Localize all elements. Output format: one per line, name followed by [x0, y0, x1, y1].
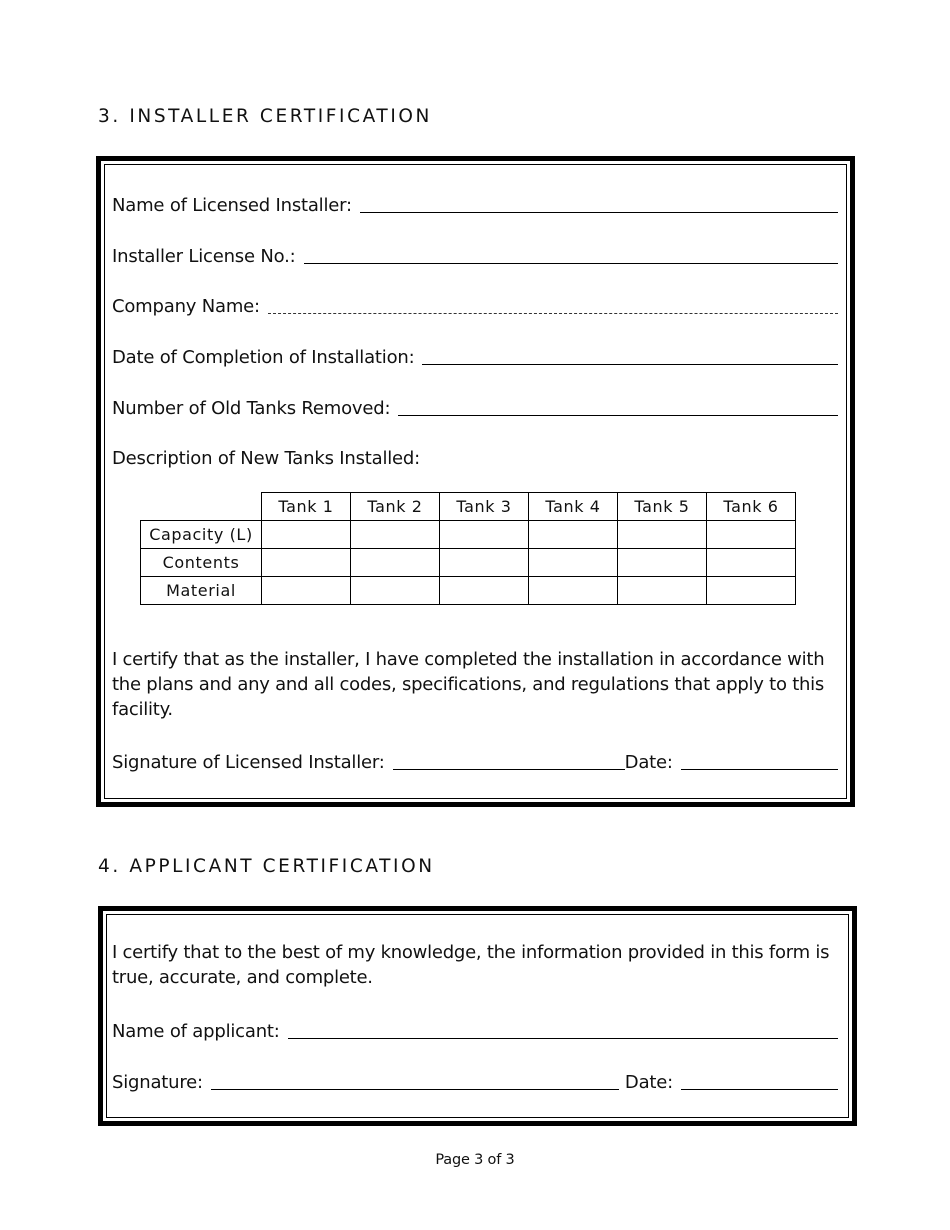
applicant-name-row — [112, 1016, 838, 1042]
table-row — [141, 521, 796, 549]
completion-date-row — [112, 342, 838, 368]
tank-cell[interactable] — [351, 521, 440, 549]
tank-table — [140, 492, 796, 605]
tank-cell[interactable] — [529, 549, 618, 577]
tank-cell[interactable] — [262, 549, 351, 577]
license-no-label: Installer License No.: — [112, 246, 296, 267]
applicant-signature-row — [112, 1067, 838, 1093]
applicant-name-label: Name of applicant: — [112, 1021, 280, 1042]
installer-certification-text: I certify that as the installer, I have completed the installation in accordance with the plans and any and all codes, specifications, and regulations that apply to this facility. — [112, 649, 825, 720]
section-4-heading: 4. APPLICANT CERTIFICATION — [98, 856, 435, 877]
table-row — [141, 577, 796, 605]
tank-cell[interactable] — [262, 577, 351, 605]
tank-cell[interactable] — [529, 521, 618, 549]
new-tanks-row — [112, 443, 838, 469]
tank-column-header: Tank 4 — [529, 493, 618, 521]
tank-row-label: Material — [141, 577, 262, 605]
company-name-label: Company Name: — [112, 296, 260, 317]
tank-cell[interactable] — [440, 549, 529, 577]
completion-date-field[interactable] — [422, 363, 838, 365]
installer-name-field[interactable] — [360, 211, 838, 213]
tank-cell[interactable] — [351, 577, 440, 605]
tank-column-header: Tank 5 — [618, 493, 707, 521]
installer-signature-row — [112, 747, 838, 773]
section-3-heading: 3. INSTALLER CERTIFICATION — [98, 106, 432, 127]
completion-date-label: Date of Completion of Installation: — [112, 347, 415, 368]
tank-row-label: Capacity (L) — [141, 521, 262, 549]
applicant-date-field[interactable] — [681, 1088, 838, 1090]
installer-name-label: Name of Licensed Installer: — [112, 195, 352, 216]
company-name-field[interactable] — [268, 312, 838, 314]
tank-cell[interactable] — [440, 521, 529, 549]
installer-signature-label: Signature of Licensed Installer: — [112, 752, 385, 773]
tank-cell[interactable] — [440, 577, 529, 605]
tank-cell[interactable] — [707, 549, 796, 577]
tank-column-header: Tank 1 — [262, 493, 351, 521]
installer-name-row — [112, 190, 838, 216]
page-number: Page 3 of 3 — [435, 1152, 515, 1168]
new-tanks-label: Description of New Tanks Installed: — [112, 448, 421, 469]
table-row — [141, 549, 796, 577]
applicant-signature-label: Signature: — [112, 1072, 203, 1093]
tank-column-header: Tank 2 — [351, 493, 440, 521]
tank-table-corner — [141, 493, 262, 521]
tank-cell[interactable] — [262, 521, 351, 549]
license-no-field[interactable] — [304, 262, 838, 264]
tank-column-header: Tank 3 — [440, 493, 529, 521]
applicant-name-field[interactable] — [288, 1037, 838, 1039]
installer-signature-field[interactable] — [393, 768, 625, 770]
old-tanks-label: Number of Old Tanks Removed: — [112, 398, 391, 419]
installer-date-label: Date: — [624, 752, 673, 773]
tank-row-label: Contents — [141, 549, 262, 577]
tank-cell[interactable] — [618, 521, 707, 549]
tank-column-header: Tank 6 — [707, 493, 796, 521]
license-no-row — [112, 241, 838, 267]
tank-cell[interactable] — [618, 577, 707, 605]
applicant-date-label: Date: — [624, 1072, 673, 1093]
old-tanks-row — [112, 393, 838, 419]
tank-cell[interactable] — [707, 577, 796, 605]
old-tanks-field[interactable] — [398, 414, 838, 416]
tank-cell[interactable] — [618, 549, 707, 577]
installer-date-field[interactable] — [681, 768, 838, 770]
applicant-certification-text: I certify that to the best of my knowledge, the information provided in this form is true, accurate, and complete. — [112, 942, 830, 988]
tank-cell[interactable] — [707, 521, 796, 549]
applicant-signature-field[interactable] — [211, 1088, 619, 1090]
tank-cell[interactable] — [351, 549, 440, 577]
tank-cell[interactable] — [529, 577, 618, 605]
company-name-row — [112, 291, 838, 317]
